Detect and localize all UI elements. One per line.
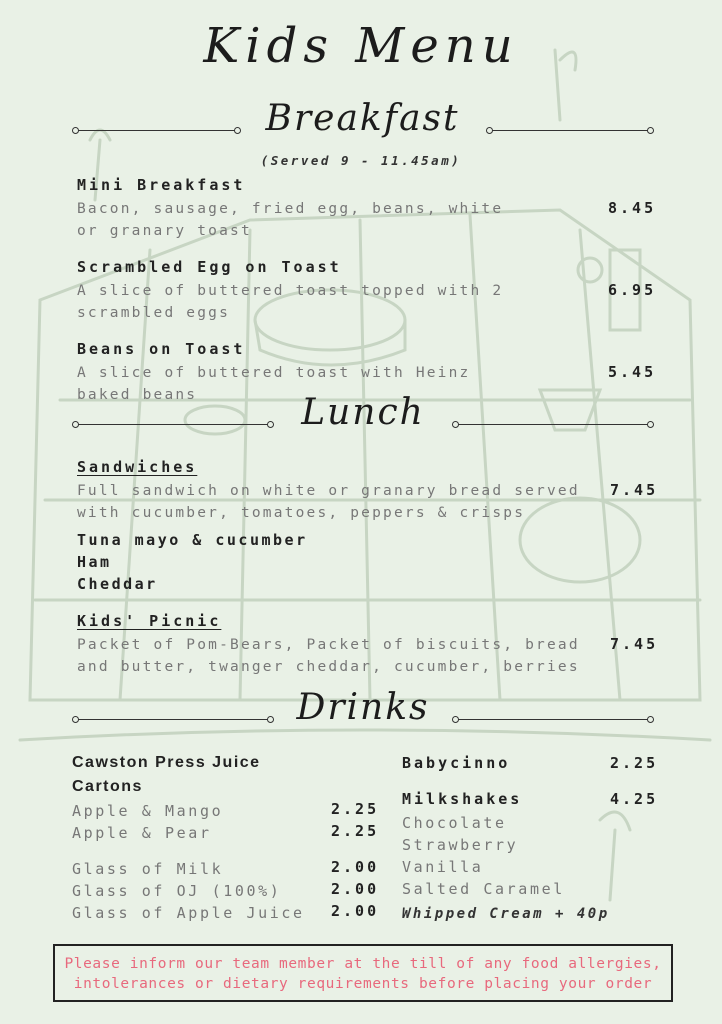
- sandwich-option: Cheddar: [77, 575, 158, 593]
- juice-price: 2.25: [331, 822, 380, 840]
- picnic-desc: Packet of Pom-Bears, Packet of biscuits, bread: [77, 637, 580, 653]
- breakfast-rule-left: [78, 130, 235, 131]
- sandwich-option: Tuna mayo & cucumber: [77, 531, 308, 549]
- juice-item: Apple & Mango: [72, 802, 224, 820]
- item-price: 8.45: [608, 199, 657, 217]
- lunch-title: Lunch: [301, 392, 425, 433]
- breakfast-served-times: (Served 9 - 11.45am): [260, 153, 462, 168]
- item-price: 6.95: [608, 281, 657, 299]
- juice-heading: Cartons: [72, 778, 143, 795]
- drinks-title: Drinks: [296, 687, 430, 728]
- breakfast-title: Breakfast: [265, 98, 460, 139]
- babycinno-name: Babycinno: [402, 754, 511, 772]
- picnic-price: 7.45: [610, 635, 659, 653]
- milkshake-flavour: Strawberry: [402, 836, 519, 854]
- drinks-rule-right: [458, 719, 648, 720]
- item-name: Mini Breakfast: [77, 176, 246, 194]
- sandwiches-desc: with cucumber, tomatoes, peppers & crisps: [77, 505, 526, 521]
- item-desc: scrambled eggs: [77, 305, 231, 321]
- juice-price: 2.25: [331, 800, 380, 818]
- item-desc: A slice of buttered toast topped with 2: [77, 283, 504, 299]
- milkshake-flavour: Salted Caramel: [402, 880, 565, 898]
- juice-heading: Cawston Press Juice: [72, 754, 261, 771]
- item-desc: or granary toast: [77, 223, 252, 239]
- item-desc: baked beans: [77, 387, 198, 403]
- babycinno-price: 2.25: [610, 754, 659, 772]
- milkshakes-name: Milkshakes: [402, 790, 523, 808]
- menu-title: Kids Menu: [203, 18, 519, 74]
- glass-price: 2.00: [331, 902, 380, 920]
- item-desc: A slice of buttered toast with Heinz: [77, 365, 471, 381]
- milkshake-flavour: Chocolate: [402, 814, 507, 832]
- milkshake-flavour: Vanilla: [402, 858, 484, 876]
- glass-item: Glass of OJ (100%): [72, 882, 282, 900]
- lunch-rule-right: [458, 424, 648, 425]
- lunch-rule-left: [78, 424, 268, 425]
- item-price: 5.45: [608, 363, 657, 381]
- allergy-notice-line: intolerances or dietary requirements before placing your order: [73, 976, 653, 992]
- sandwich-option: Ham: [77, 553, 112, 571]
- item-name: Beans on Toast: [77, 340, 246, 358]
- picnic-heading: Kids' Picnic: [77, 612, 222, 630]
- whipped-cream-addon: Whipped Cream + 40p: [402, 906, 610, 922]
- item-name: Scrambled Egg on Toast: [77, 258, 342, 276]
- item-desc: Bacon, sausage, fried egg, beans, white: [77, 201, 504, 217]
- breakfast-rule-right: [492, 130, 648, 131]
- sandwiches-price: 7.45: [610, 481, 659, 499]
- glass-item: Glass of Milk: [72, 860, 224, 878]
- juice-item: Apple & Pear: [72, 824, 212, 842]
- allergy-notice: [53, 944, 673, 1002]
- picnic-desc: and butter, twanger cheddar, cucumber, berries: [77, 659, 580, 675]
- sandwiches-desc: Full sandwich on white or granary bread served: [77, 483, 580, 499]
- glass-item: Glass of Apple Juice: [72, 904, 305, 922]
- milkshakes-price: 4.25: [610, 790, 659, 808]
- sandwiches-heading: Sandwiches: [77, 458, 198, 476]
- allergy-notice-line: Please inform our team member at the till of any food allergies,: [64, 956, 662, 972]
- glass-price: 2.00: [331, 858, 380, 876]
- glass-price: 2.00: [331, 880, 380, 898]
- drinks-rule-left: [78, 719, 268, 720]
